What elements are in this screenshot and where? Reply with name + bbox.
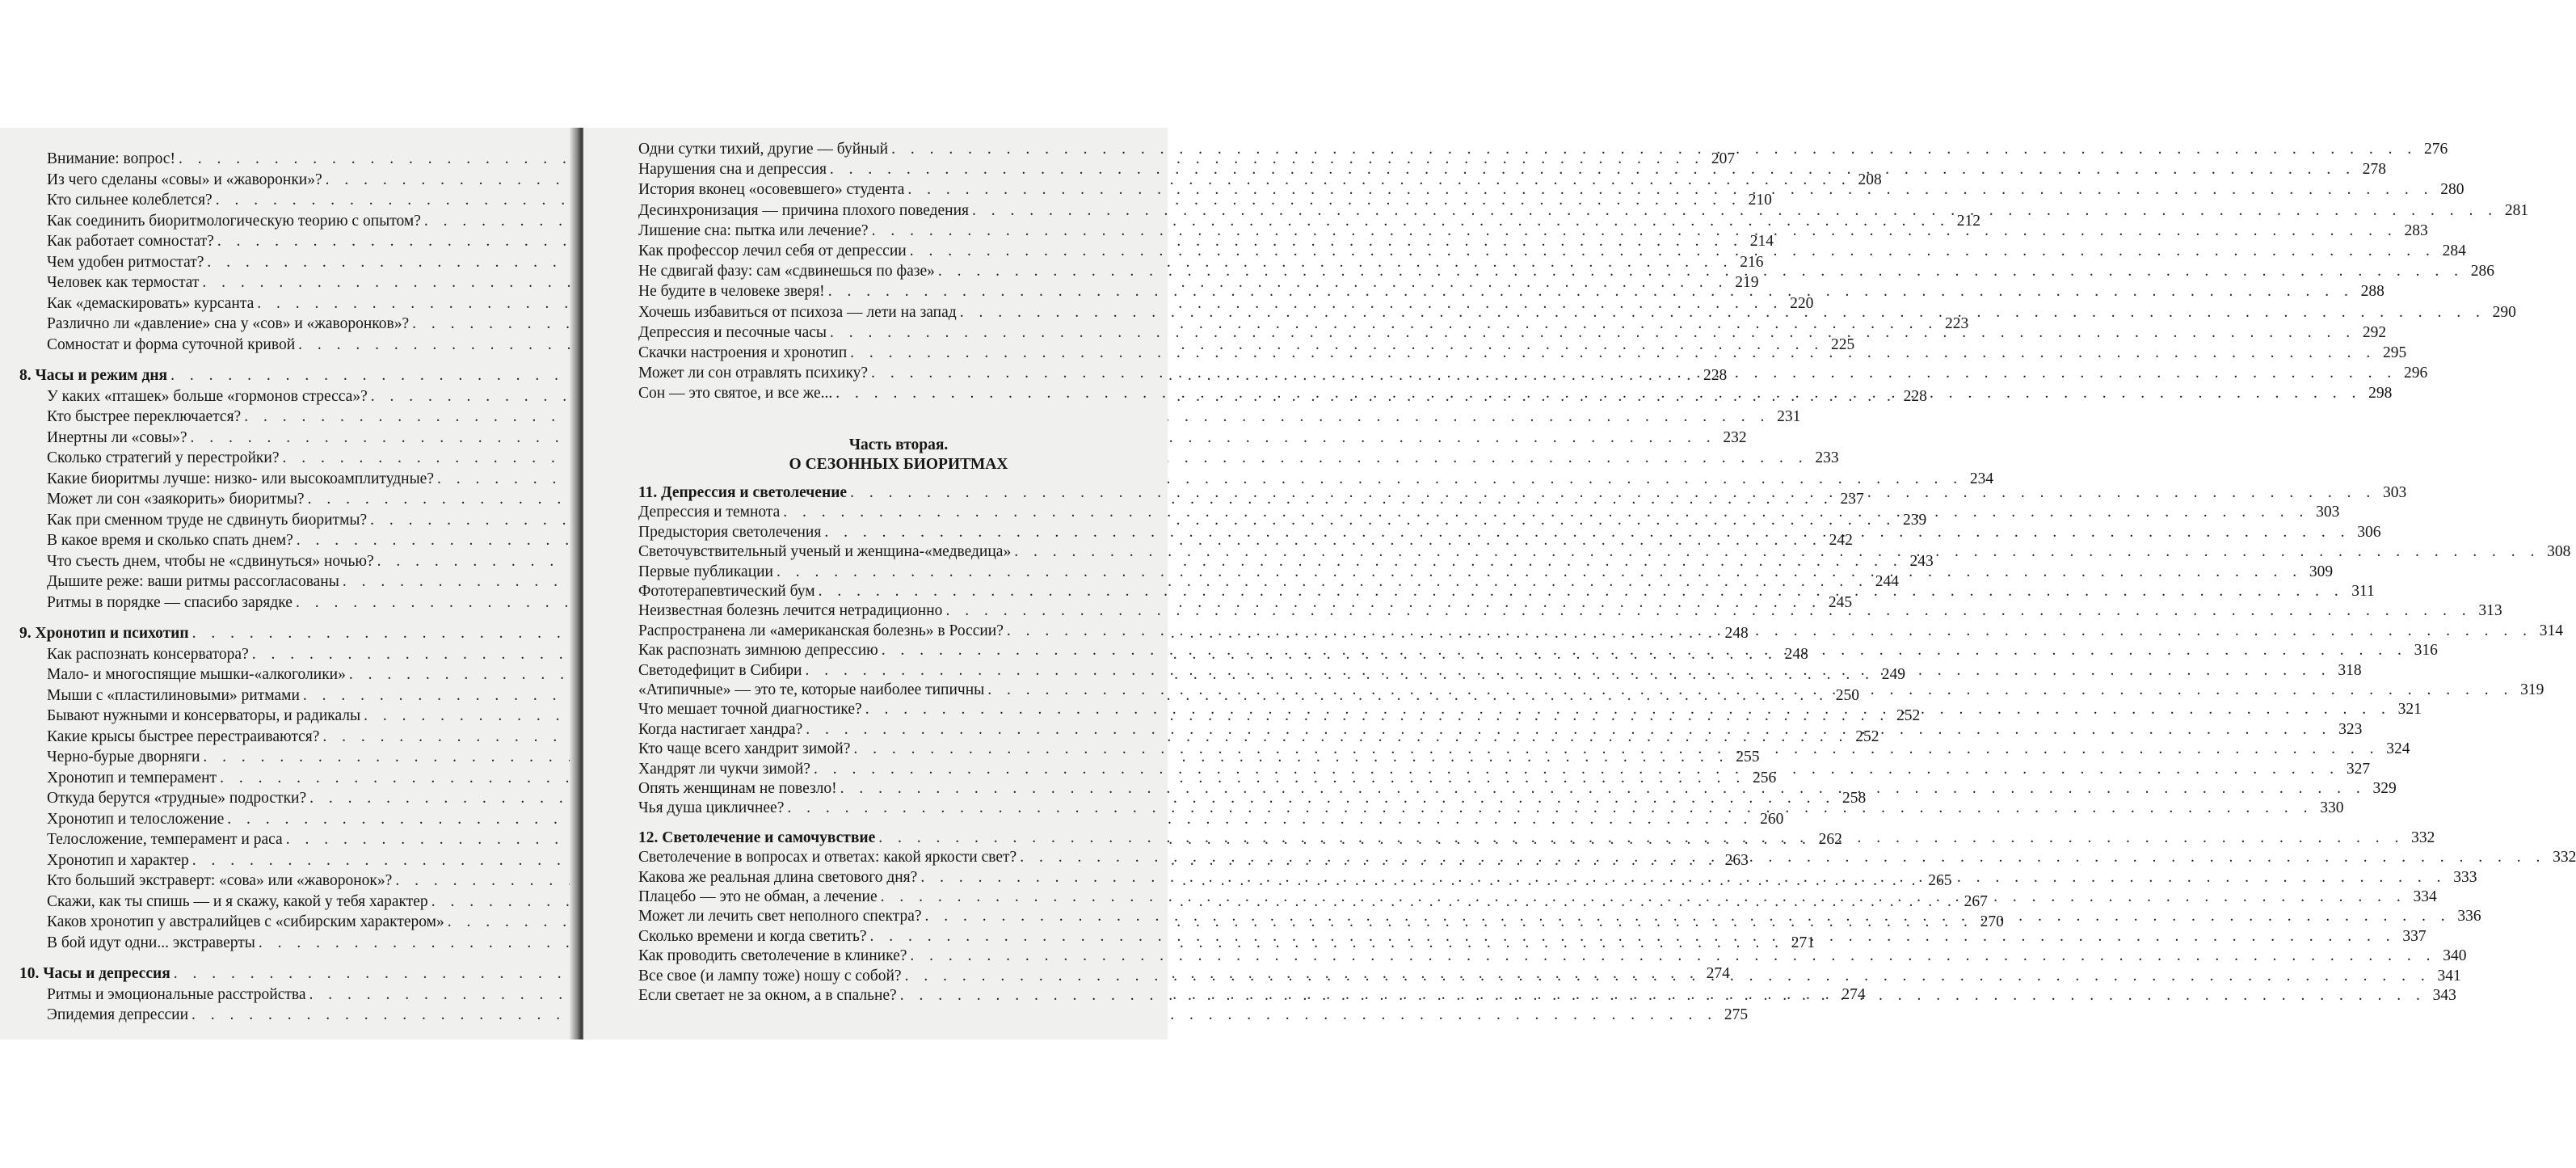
- toc-entry: [19, 150, 1736, 169]
- page-number: 274: [1706, 965, 1730, 982]
- page-number: 314: [2539, 622, 2564, 639]
- entry-title: Опять женщинам не повезло!: [638, 780, 837, 797]
- page-number: 231: [1777, 408, 1801, 425]
- page-number: 330: [2320, 799, 2344, 817]
- entry-title: Какие крысы быстрее перестраиваются?: [47, 727, 320, 745]
- page-number: 337: [2402, 927, 2427, 945]
- entry-title: Может ли сон «заякорить» биоритмы?: [47, 491, 305, 508]
- entry-title: Инертны ли «совы»?: [47, 428, 187, 446]
- chapter-title: 12. Светолечение и самочувствие: [638, 829, 876, 846]
- toc-entry: [19, 1006, 1749, 1025]
- page-number: 343: [2432, 987, 2456, 1004]
- page-number: 329: [2372, 780, 2397, 797]
- entry-title: Телосложение, темперамент и раса: [47, 831, 283, 848]
- entry-title: Как профессор лечил себя от депрессии: [638, 242, 907, 259]
- dot-leader: [802, 661, 2334, 681]
- page-number: 219: [1735, 274, 1759, 291]
- page-number: 214: [1749, 233, 1774, 250]
- page-number: 207: [1711, 150, 1736, 167]
- entry-title: Хронотип и темперамент: [47, 769, 217, 786]
- entry-title: Распространена ли «американская болезнь» в России?: [638, 622, 1004, 639]
- page-number: 225: [1831, 335, 1855, 353]
- entry-title: Скачки настроения и хронотип: [638, 344, 848, 361]
- entry-title: Кто больший экстраверт: «сова» или «жаворонок»?: [47, 872, 393, 889]
- entry-title: У каких «пташек» больше «гормонов стресса»?: [47, 387, 368, 405]
- page-number: 308: [2547, 543, 2571, 561]
- entry-title: Внимание: вопрос!: [47, 150, 175, 167]
- page-number: 281: [2504, 201, 2529, 219]
- entry-title: Когда настигает хандра?: [638, 720, 803, 738]
- dot-leader: [867, 927, 2399, 947]
- dot-leader: [875, 829, 2407, 848]
- dot-leader: [904, 180, 2436, 200]
- page-number: 210: [1748, 192, 1772, 209]
- chapter-title: 8. Часы и режим дня: [19, 367, 168, 384]
- entry-title: Хочешь избавиться от психоза — лети на запад: [638, 303, 957, 321]
- entry-title: Хронотип и характер: [47, 851, 189, 869]
- entry-title: Откуда берутся «трудные» подростки?: [47, 790, 307, 807]
- toc-entry: [638, 242, 2466, 261]
- page-number: 262: [1818, 831, 1842, 848]
- entry-title: Как работает сомностат?: [47, 233, 214, 250]
- entry-title: Может ли сон отравлять психику?: [638, 365, 869, 382]
- entry-title: Депрессия и песочные часы: [638, 323, 827, 341]
- dot-leader: [942, 601, 2474, 621]
- page-number: 249: [1881, 666, 1905, 683]
- page-number: 233: [1815, 449, 1839, 466]
- entry-title: Ритмы и эмоциональные расстройства: [47, 985, 306, 1003]
- dot-leader: [837, 779, 2369, 799]
- toc-entry: [19, 470, 1994, 489]
- page-number: 284: [2442, 242, 2466, 259]
- page-number: 248: [1784, 645, 1808, 663]
- dot-leader: [810, 760, 2342, 779]
- entry-title: Как соединить биоритмологическую теорию с опытом?: [47, 212, 421, 230]
- page-number: 256: [1752, 769, 1777, 786]
- page-number: 324: [2386, 740, 2410, 758]
- dot-leader: [907, 947, 2439, 966]
- entry-title: Не сдвигай фазу: сам «сдвинешься по фазе»: [638, 263, 935, 280]
- page-number: 276: [2424, 141, 2448, 158]
- dot-leader: [902, 967, 2434, 986]
- page-number: 232: [1723, 428, 1747, 446]
- entry-title: Кто сильнее колеблется?: [47, 192, 213, 209]
- page-number: 280: [2440, 181, 2464, 199]
- page-number: 309: [2309, 563, 2334, 580]
- page-number: 248: [1724, 625, 1749, 642]
- page-number: 258: [1842, 790, 1867, 807]
- page-number: 243: [1909, 552, 1934, 570]
- page-number: 252: [1896, 707, 1921, 724]
- page-number: 313: [2478, 602, 2502, 620]
- page-number: 271: [1791, 934, 1816, 951]
- entry-title: Светодефицит в Сибири: [638, 661, 802, 679]
- dot-leader: [850, 740, 2382, 759]
- entry-title: Лишение сна: пытка или лечение?: [638, 221, 869, 239]
- page-number: 274: [1842, 985, 1866, 1003]
- page-number: 234: [1969, 470, 1994, 487]
- entry-title: Чья душа цикличнее?: [638, 799, 785, 817]
- entry-title: Нарушения сна и депрессия: [638, 161, 827, 179]
- dot-leader: [773, 563, 2305, 582]
- page-number: 228: [1703, 367, 1728, 384]
- entry-title: Предыстория светолечения: [638, 523, 822, 541]
- page-number: 316: [2414, 642, 2438, 660]
- page-number: 216: [1740, 253, 1764, 271]
- toc-entry: [638, 799, 2344, 818]
- part-heading-label: Часть вторая.: [848, 436, 949, 453]
- page-number: 260: [1760, 810, 1784, 828]
- dot-leader: [827, 160, 2359, 179]
- dot-leader: [847, 483, 2379, 503]
- entry-title: Первые публикации: [638, 563, 773, 580]
- dot-leader: [868, 364, 2400, 383]
- toc-entry: [19, 810, 1784, 829]
- dot-leader: [1004, 622, 2536, 641]
- entry-title: Каков хронотип у австралийцев с «сибирским характером»: [47, 913, 444, 930]
- page-number: 239: [1903, 511, 1927, 529]
- page-number: 275: [1724, 1006, 1749, 1023]
- entry-title: Сон — это святое, и все же...: [638, 385, 833, 403]
- dot-leader: [897, 986, 2429, 1006]
- entry-title: Десинхронизация — причина плохого поведения: [638, 201, 970, 219]
- chapter-title: 11. Депрессия и светолечение: [638, 484, 848, 501]
- dot-leader: [832, 384, 2364, 403]
- dot-leader: [984, 681, 2516, 700]
- page-number: 237: [1840, 491, 1864, 508]
- page-number: 286: [2470, 263, 2494, 280]
- entry-title: «Атипичные» — это те, которые наиболее типичны: [638, 681, 985, 698]
- entry-title: Хандрят ли чукчи зимой?: [638, 760, 810, 778]
- entry-title: Не будите в человеке зверя!: [638, 283, 825, 301]
- toc-entry: [638, 180, 2464, 200]
- page-number: 283: [2404, 221, 2428, 239]
- page-number: 333: [2453, 868, 2477, 886]
- dot-leader: [862, 700, 2394, 719]
- page-number: 228: [1903, 387, 1927, 405]
- dot-leader: [935, 262, 2467, 281]
- dot-leader: [969, 201, 2501, 221]
- page-number: 296: [2403, 365, 2428, 382]
- page-number: 323: [2338, 720, 2363, 738]
- entry-title: Может ли лечить свет неполного спектра?: [638, 908, 922, 926]
- entry-title: Эпидемия депрессии: [47, 1006, 189, 1023]
- entry-title: Кто чаще всего хандрит зимой?: [638, 740, 851, 758]
- page-number: 340: [2443, 947, 2467, 965]
- dot-leader: [1017, 848, 2549, 867]
- page-number: 319: [2520, 681, 2544, 698]
- page-number: 318: [2338, 661, 2362, 679]
- page-number: 278: [2362, 161, 2387, 179]
- entry-title: Что мешает точной диагностике?: [638, 701, 862, 719]
- entry-title: Из чего сделаны «совы» и «жаворонки»?: [47, 171, 322, 188]
- entry-title: Как при сменном труде не сдвинуть биоритмы?: [47, 511, 368, 529]
- entry-title: Скажи, как ты спишь — и я скажу, какой у тебя характер: [47, 892, 428, 910]
- open-book-spread: [0, 128, 2576, 1039]
- dot-leader: [784, 799, 2316, 818]
- entry-title: В бой идут одни... экстраверты: [47, 934, 255, 951]
- entry-title: Плацебо — это не обман, а лечение: [638, 888, 878, 905]
- entry-title: Ритмы в порядке — спасибо зарядке: [47, 593, 293, 611]
- toc-entry: [638, 582, 2375, 601]
- dot-leader: [878, 888, 2410, 907]
- entry-title: Различно ли «давление» сна у «сов» и «жаворонков»?: [47, 315, 410, 332]
- entry-title: Черно-бурые дворняги: [47, 748, 200, 765]
- page-number: 321: [2397, 701, 2422, 719]
- entry-title: Сколько стратегий у перестройки?: [47, 449, 280, 466]
- entry-title: Неизвестная болезнь лечится нетрадиционно: [638, 602, 943, 620]
- chapter-title: 10. Часы и депрессия: [19, 965, 170, 982]
- dot-leader: [957, 303, 2489, 323]
- entry-title: Человек как термостат: [47, 274, 200, 291]
- entry-title: Мыши с «пластилиновыми» ритмами: [47, 686, 300, 704]
- entry-title: Кто быстрее переключается?: [47, 408, 242, 425]
- page-number: 250: [1835, 686, 1860, 704]
- chapter-title: 9. Хронотип и психотип: [19, 625, 189, 642]
- dot-leader: [907, 242, 2439, 261]
- page-number: 288: [2360, 283, 2384, 301]
- page-number: 267: [1964, 892, 1988, 910]
- entry-title: Мало- и многоспящие мышки-«алкоголики»: [47, 666, 346, 683]
- entry-title: Одни сутки тихий, другие — буйный: [638, 141, 889, 158]
- page-number: 303: [2382, 484, 2407, 501]
- part-heading-title: О СЕЗОННЫХ БИОРИТМАХ: [789, 456, 1008, 473]
- entry-title: Светолечение в вопросах и ответах: какой яркости свет?: [638, 849, 1017, 867]
- entry-title: В какое время и сколько спать днем?: [47, 532, 293, 549]
- page-number: 303: [2316, 504, 2340, 521]
- page-number: 311: [2351, 583, 2375, 600]
- page-number: 244: [1875, 573, 1899, 590]
- page-number: 292: [2362, 323, 2387, 341]
- entry-title: Дышите реже: ваши ритмы рассогласованы: [47, 573, 339, 590]
- page-number: 223: [1945, 315, 1969, 332]
- page-number: 212: [1956, 212, 1981, 230]
- toc-entry: [638, 947, 2467, 966]
- entry-title: Как распознать зимнюю депрессию: [638, 642, 878, 660]
- dot-leader: [917, 868, 2449, 888]
- page-number: 242: [1829, 532, 1853, 549]
- entry-title: Хронотип и телосложение: [47, 810, 225, 828]
- entry-title: Что съесть днем, чтобы не «сдвинуться» ночью?: [47, 552, 374, 570]
- entry-title: Какие биоритмы лучше: низко- или высокоамплитудные?: [47, 470, 434, 487]
- entry-title: Фототерапевтический бум: [638, 583, 815, 600]
- page-number: 327: [2346, 760, 2371, 778]
- dot-leader: [815, 582, 2347, 601]
- page-number: 255: [1736, 748, 1760, 765]
- entry-title: Если светает не за окном, а в спальне?: [638, 987, 897, 1004]
- page-number: 341: [2437, 967, 2461, 985]
- page-number: 298: [2368, 385, 2393, 403]
- toc-entry: [638, 160, 2387, 179]
- dot-leader: [821, 523, 2353, 542]
- dot-leader: [825, 282, 2357, 301]
- page-number: 263: [1724, 851, 1749, 869]
- dot-leader: [922, 907, 2454, 926]
- entry-title: Депрессия и темнота: [638, 504, 781, 521]
- entry-title: Как проводить светолечение в клинике?: [638, 947, 907, 965]
- entry-title: Бывают нужными и консерваторы, и радикалы: [47, 707, 361, 724]
- page-number: 245: [1828, 593, 1853, 611]
- dot-leader: [780, 503, 2312, 522]
- entry-title: Все свое (и лампу тоже) ношу с собой?: [638, 967, 902, 985]
- entry-title: Как распознать консерватора?: [47, 645, 249, 663]
- page-number: 270: [1980, 913, 2004, 930]
- entry-title: Светочувствительный ученый и женщина-«медведица»: [638, 543, 1012, 561]
- dot-leader: [827, 323, 2359, 343]
- page-number: 332: [2553, 849, 2576, 867]
- page-number: 208: [1858, 171, 1882, 188]
- page-number: 332: [2411, 829, 2435, 846]
- page-number: 306: [2357, 523, 2381, 541]
- page-number: 295: [2383, 344, 2407, 361]
- entry-title: Как «демаскировать» курсанта: [47, 294, 255, 312]
- page-number: 220: [1790, 294, 1814, 312]
- entry-title: Сколько времени и когда светить?: [638, 927, 867, 945]
- dot-leader: [869, 221, 2401, 241]
- toc-entry: [19, 407, 1801, 427]
- entry-title: Чем удобен ритмостат?: [47, 253, 204, 271]
- entry-title: Сомностат и форма суточной кривой: [47, 335, 296, 353]
- page-number: 336: [2457, 908, 2481, 926]
- dot-leader: [802, 720, 2334, 740]
- dot-leader: [847, 344, 2379, 363]
- dot-leader: [1011, 542, 2543, 562]
- dot-leader: [888, 140, 2420, 159]
- dot-leader: [878, 641, 2410, 660]
- page-number: 334: [2413, 888, 2437, 905]
- entry-title: История вконец «осовевшего» студента: [638, 181, 905, 199]
- page-number: 252: [1855, 727, 1879, 745]
- page-number: 290: [2492, 303, 2516, 321]
- page-number: 265: [1928, 872, 1952, 889]
- entry-title: Какова же реальная длина светового дня?: [638, 868, 918, 886]
